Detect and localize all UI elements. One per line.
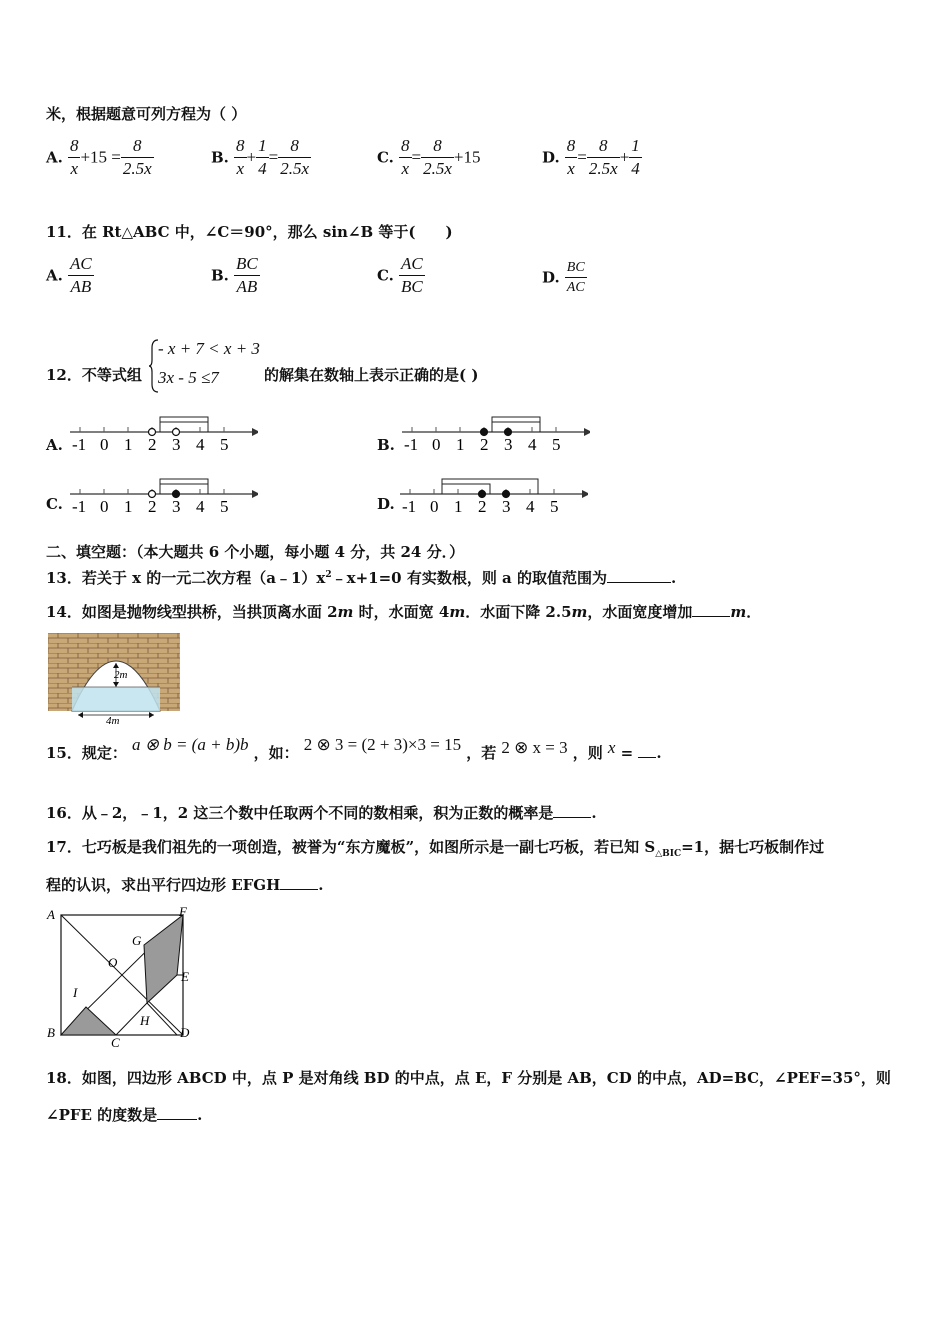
closed-point (503, 491, 510, 498)
closed-point (481, 429, 488, 436)
answer-blank[interactable] (638, 743, 656, 758)
number-line-a[interactable] (68, 412, 258, 456)
q12-prefix: 12．不等式组 (46, 366, 142, 384)
q12-option-c-label: C. (46, 495, 63, 513)
tick-label: 4 (526, 497, 535, 516)
svg-text:I: I (73, 985, 78, 1000)
fraction: $\frac{8}{x}$ (236, 136, 245, 178)
number-line-c[interactable] (68, 474, 258, 518)
answer-blank[interactable] (280, 875, 318, 890)
tick-label: 5 (550, 497, 559, 516)
q11-option-b[interactable] (211, 253, 260, 298)
tick-label: 4 (196, 497, 205, 516)
tick-label: 4 (196, 435, 205, 454)
q12-option-d-label: D. (377, 495, 395, 513)
inequality-2: 3x - 5 ≤7 (158, 368, 219, 387)
fraction: $\frac{8}{x}$ (69, 136, 79, 178)
q15: 15．规定： a ⊗ b = (a + b)b ，如： 2 ⊗ 3 = (2 + 3)×3 = 15 ，若 2 ⊗ x = 3 ，则 x = . (46, 735, 662, 762)
q18-line-2: ∠PFE 的度数是 . (46, 1106, 203, 1124)
q11-option-a[interactable] (46, 253, 94, 298)
fraction: $\frac{AC}{BC}$ (401, 254, 423, 296)
tick-label: -1 (404, 435, 419, 454)
tick-label: 0 (432, 435, 441, 454)
width-label: 4m (106, 715, 120, 725)
q12-option-a-label: A. (46, 436, 63, 454)
answer-blank[interactable] (157, 1105, 197, 1120)
tick-label: 3 (172, 435, 181, 454)
fraction: $\frac{BC}{AB}$ (236, 254, 258, 296)
solution-bracket (160, 484, 208, 494)
q17-line-2: 程的认识，求出平行四边形 EFGH . (46, 876, 324, 894)
q18-line-1: 18．如图，四边形 ABCD 中，点 P 是对角线 BD 的中点，点 E，F 分别是 AB，CD 的中点，AD=BC，∠PEF=35°，则 (46, 1069, 891, 1087)
fraction: $\frac{8}{2.5x}$ (588, 136, 618, 178)
q10-option-c[interactable]: C. $\frac{8}{x}$ = $\frac{8}{2.5x}$ +15 (377, 136, 481, 178)
tick-label: 0 (100, 435, 109, 454)
tick-label: 2 (148, 435, 157, 454)
fraction: $\frac{8}{x}$ (566, 136, 576, 178)
option-label: B. (211, 148, 229, 167)
q11-stem: 11．在 Rt△ABC 中，∠C＝90°，那么 sin∠B 等于( ) (46, 223, 453, 241)
svg-text:O: O (108, 955, 118, 970)
fraction: $\frac{8}{x}$ (401, 136, 410, 178)
svg-text:A: A (47, 907, 55, 922)
height-label: 2m (114, 669, 128, 681)
fraction: $\frac{AC}{AB}$ (69, 254, 92, 296)
solution-bracket (160, 422, 208, 432)
tick-label: -1 (72, 497, 87, 516)
closed-point (173, 491, 180, 498)
closed-point (479, 491, 486, 498)
q11-option-d[interactable] (542, 258, 587, 297)
svg-text:D: D (180, 1025, 190, 1040)
tick-label: 1 (124, 497, 133, 516)
q11-option-c[interactable] (377, 253, 425, 298)
option-label: D. (542, 148, 560, 167)
solution-bracket (160, 417, 208, 432)
tick-label: 4 (528, 435, 537, 454)
answer-blank[interactable] (692, 602, 730, 617)
answer-blank[interactable] (607, 568, 671, 583)
answer-blank[interactable] (553, 803, 591, 818)
condition: 2 ⊗ x = 3 (501, 738, 568, 757)
solution-bracket (160, 479, 208, 494)
axis-arrow (252, 428, 258, 436)
option-label: A. (46, 148, 63, 167)
open-point (149, 429, 156, 436)
tick-label: 3 (172, 497, 181, 516)
tick-label: 3 (504, 435, 513, 454)
svg-text:B: B (47, 1025, 55, 1040)
arch-bridge-figure (48, 633, 180, 725)
tick-label: -1 (402, 497, 417, 516)
closed-point (505, 429, 512, 436)
option-label: D. (542, 268, 560, 287)
section-heading: 二、填空题：（本大题共 6 个小题，每小题 4 分，共 24 分．） (46, 543, 465, 561)
axis-arrow (584, 428, 590, 436)
number-line-b[interactable] (400, 412, 590, 456)
axis-arrow (252, 490, 258, 498)
fraction: $\frac{8}{2.5x}$ (122, 136, 152, 178)
svg-text:G: G (132, 933, 142, 948)
operator-example: 2 ⊗ 3 = (2 + 3)×3 = 15 (303, 735, 462, 754)
tick-label: 3 (502, 497, 511, 516)
tick-label: 1 (124, 435, 133, 454)
fraction: $\frac{8}{2.5x}$ (423, 136, 452, 178)
svg-text:F: F (179, 904, 187, 919)
tick-label: -1 (72, 435, 87, 454)
axis-arrow (582, 490, 588, 498)
tick-label: 0 (100, 497, 109, 516)
tick-label: 2 (148, 497, 157, 516)
q14: 14．如图是抛物线型拱桥，当拱顶离水面 2m 时，水面宽 4m．水面下降 2.5m，水面宽度增加 m． (46, 603, 762, 621)
option-label: A. (46, 266, 63, 285)
number-line-d[interactable] (398, 474, 588, 518)
tick-label: 2 (480, 435, 489, 454)
inequality-1: - x + 7 < x + 3 (158, 339, 260, 358)
fraction: $\frac{1}{4}$ (258, 136, 267, 178)
q10-intro: 米，根据题意可列方程为（ ） (46, 105, 247, 123)
q12-option-b-label: B. (377, 436, 395, 454)
option-label: B. (211, 266, 229, 285)
open-point (173, 429, 180, 436)
tick-label: 1 (456, 435, 465, 454)
q12-suffix: 的解集在数轴上表示正确的是( ) (264, 366, 479, 384)
solution-bracket (492, 422, 540, 432)
svg-text:C: C (111, 1035, 120, 1050)
tick-label: 2 (478, 497, 487, 516)
q10-option-a[interactable]: A. $\frac{8}{x}$ +15 = $\frac{8}{2.5x}$ (46, 136, 152, 178)
q16: 16．从﹣2，﹣1，2 这三个数中任取两个不同的数相乘，积为正数的概率是 . (46, 804, 597, 822)
fraction: $\frac{1}{4}$ (631, 136, 640, 178)
tangram-figure (44, 903, 200, 1051)
q10-option-d[interactable]: D. $\frac{8}{x}$ = $\frac{8}{2.5x}$ + $\frac{1}{4}$ (542, 136, 640, 178)
fraction: $\frac{8}{2.5x}$ (280, 136, 309, 178)
svg-text:E: E (181, 969, 189, 984)
option-label: C. (377, 148, 394, 167)
operator-definition: a ⊗ b = (a + b)b (131, 735, 249, 754)
tick-label: 5 (220, 435, 229, 454)
solution-bracket (492, 417, 540, 432)
option-label: C. (377, 266, 394, 285)
q10-option-b[interactable]: B. $\frac{8}{x}$ + $\frac{1}{4}$ = $\frac{8}{2.5x}$ (211, 136, 309, 178)
tick-label: 1 (454, 497, 463, 516)
tick-label: 5 (552, 435, 561, 454)
q13: 13．若关于 x 的一元二次方程$(a﹣1)x^2﹣x+1=0$ 有实数根，则 a 的取值范围为 . (46, 569, 677, 587)
q17-line-1: 17．七巧板是我们祖先的一项创造，被誉为“东方魔板”，如图所示是一副七巧板，若已知 $S_{\triangle BIC}=1$，据七巧板制作过 (46, 838, 825, 859)
tick-label: 0 (430, 497, 439, 516)
open-point (149, 491, 156, 498)
fraction: $\frac{BC}{AC}$ (566, 260, 585, 295)
svg-text:H: H (140, 1013, 150, 1028)
tick-label: 5 (220, 497, 229, 516)
